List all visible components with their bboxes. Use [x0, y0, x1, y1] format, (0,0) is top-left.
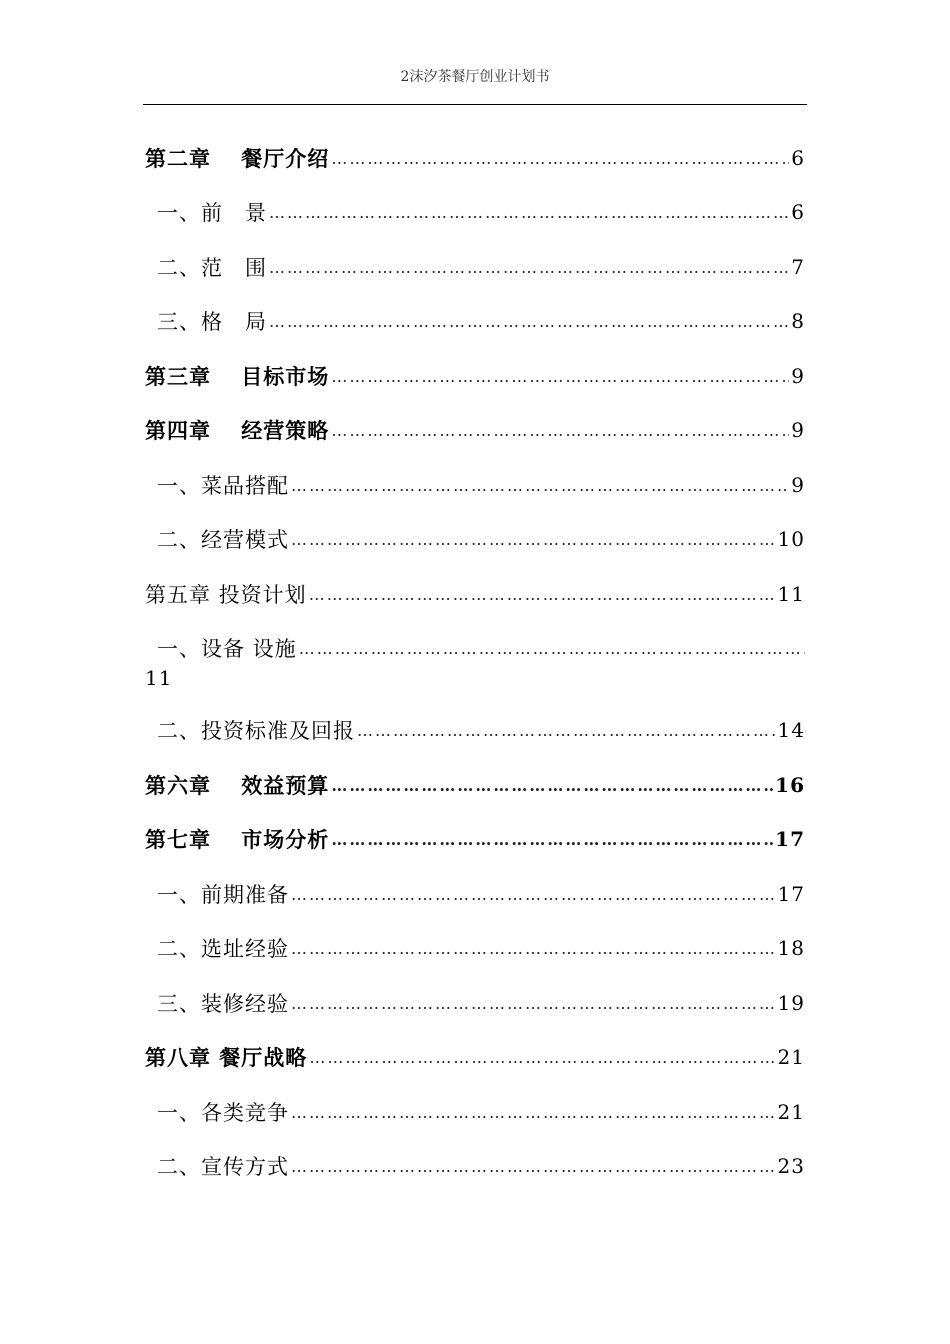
toc-label: 第八章 餐厅战略	[145, 1045, 308, 1070]
toc-page: 9	[791, 364, 805, 388]
toc-page: 14	[777, 718, 805, 742]
toc-leader	[291, 994, 776, 1013]
toc-entry[interactable]	[145, 197, 805, 227]
toc-label: 二、经营模式	[157, 528, 289, 552]
toc-page: 19	[777, 991, 805, 1015]
toc-page: 8	[791, 309, 805, 333]
toc-leader	[291, 885, 776, 904]
toc-label: 第五章 投资计划	[145, 583, 307, 607]
toc-page: 9	[791, 418, 805, 442]
toc-entry[interactable]	[145, 1151, 805, 1181]
toc-page: 11	[777, 582, 805, 606]
toc-entry[interactable]	[145, 633, 805, 693]
toc-leader	[309, 585, 776, 604]
toc-label: 第六章 效益预算	[145, 773, 330, 798]
toc-page: 16	[775, 773, 805, 797]
toc-entry[interactable]	[145, 715, 805, 745]
toc-leader	[269, 312, 789, 331]
toc-page: 21	[777, 1100, 805, 1124]
toc-entry[interactable]	[145, 306, 805, 336]
toc-entry[interactable]	[145, 415, 805, 445]
toc-entry[interactable]	[145, 361, 805, 391]
toc-page: 6	[791, 146, 805, 170]
toc-label: 一、各类竞争	[157, 1101, 289, 1125]
toc-entry[interactable]	[145, 143, 805, 173]
toc-entry[interactable]	[145, 933, 805, 963]
toc-label: 第二章 餐厅介绍	[145, 146, 330, 171]
page-header: 2沫汐茶餐厅创业计划书	[400, 69, 550, 85]
toc-page: 11	[145, 666, 173, 690]
header-rule	[143, 104, 807, 105]
toc-label: 三、格 局	[157, 310, 267, 334]
toc-label: 二、范 围	[157, 256, 267, 280]
toc-leader	[269, 203, 789, 222]
toc-label: 二、投资标准及回报	[157, 719, 355, 743]
toc-entry[interactable]	[145, 252, 805, 282]
toc-entry[interactable]	[145, 824, 805, 854]
toc-leader	[309, 1048, 775, 1067]
toc-entry[interactable]	[145, 1097, 805, 1127]
toc-page: 23	[777, 1154, 805, 1178]
toc-label: 第四章 经营策略	[145, 418, 330, 443]
toc-leader	[331, 421, 789, 440]
toc-leader	[357, 721, 776, 740]
toc-page: 9	[791, 473, 805, 497]
toc-entry[interactable]	[145, 579, 805, 609]
toc-page: 17	[777, 882, 805, 906]
toc-label: 第七章 市场分析	[145, 827, 330, 852]
toc-leader	[331, 776, 773, 795]
toc-label: 第三章 目标市场	[145, 364, 330, 389]
toc-entry[interactable]	[145, 1042, 805, 1072]
toc-entry[interactable]	[145, 524, 805, 554]
toc-label: 一、前期准备	[157, 883, 289, 907]
toc-leader	[331, 830, 773, 849]
toc-page: 17	[775, 827, 805, 851]
toc-leader	[291, 530, 776, 549]
toc-entry[interactable]	[145, 988, 805, 1018]
toc-label: 二、选址经验	[157, 937, 289, 961]
toc-leader	[291, 476, 789, 495]
toc-label: 二、宣传方式	[157, 1155, 289, 1179]
toc-page: 21	[777, 1045, 805, 1069]
toc-label: 一、前 景	[157, 201, 267, 225]
toc-entry[interactable]	[145, 770, 805, 800]
toc-page: 10	[777, 527, 805, 551]
toc-leader	[299, 639, 805, 658]
toc-label: 三、装修经验	[157, 992, 289, 1016]
toc-page: 18	[777, 936, 805, 960]
toc-leader	[291, 939, 776, 958]
toc-entry[interactable]	[145, 470, 805, 500]
toc-page: 7	[791, 255, 805, 279]
toc-leader	[291, 1103, 776, 1122]
toc-label: 一、菜品搭配	[157, 474, 289, 498]
toc-page: 6	[791, 200, 805, 224]
toc-leader	[331, 367, 789, 386]
toc-leader	[331, 149, 789, 168]
toc-label: 一、设备 设施	[157, 637, 297, 661]
toc-leader	[269, 258, 789, 277]
toc-leader	[291, 1157, 776, 1176]
toc-entry[interactable]	[145, 879, 805, 909]
